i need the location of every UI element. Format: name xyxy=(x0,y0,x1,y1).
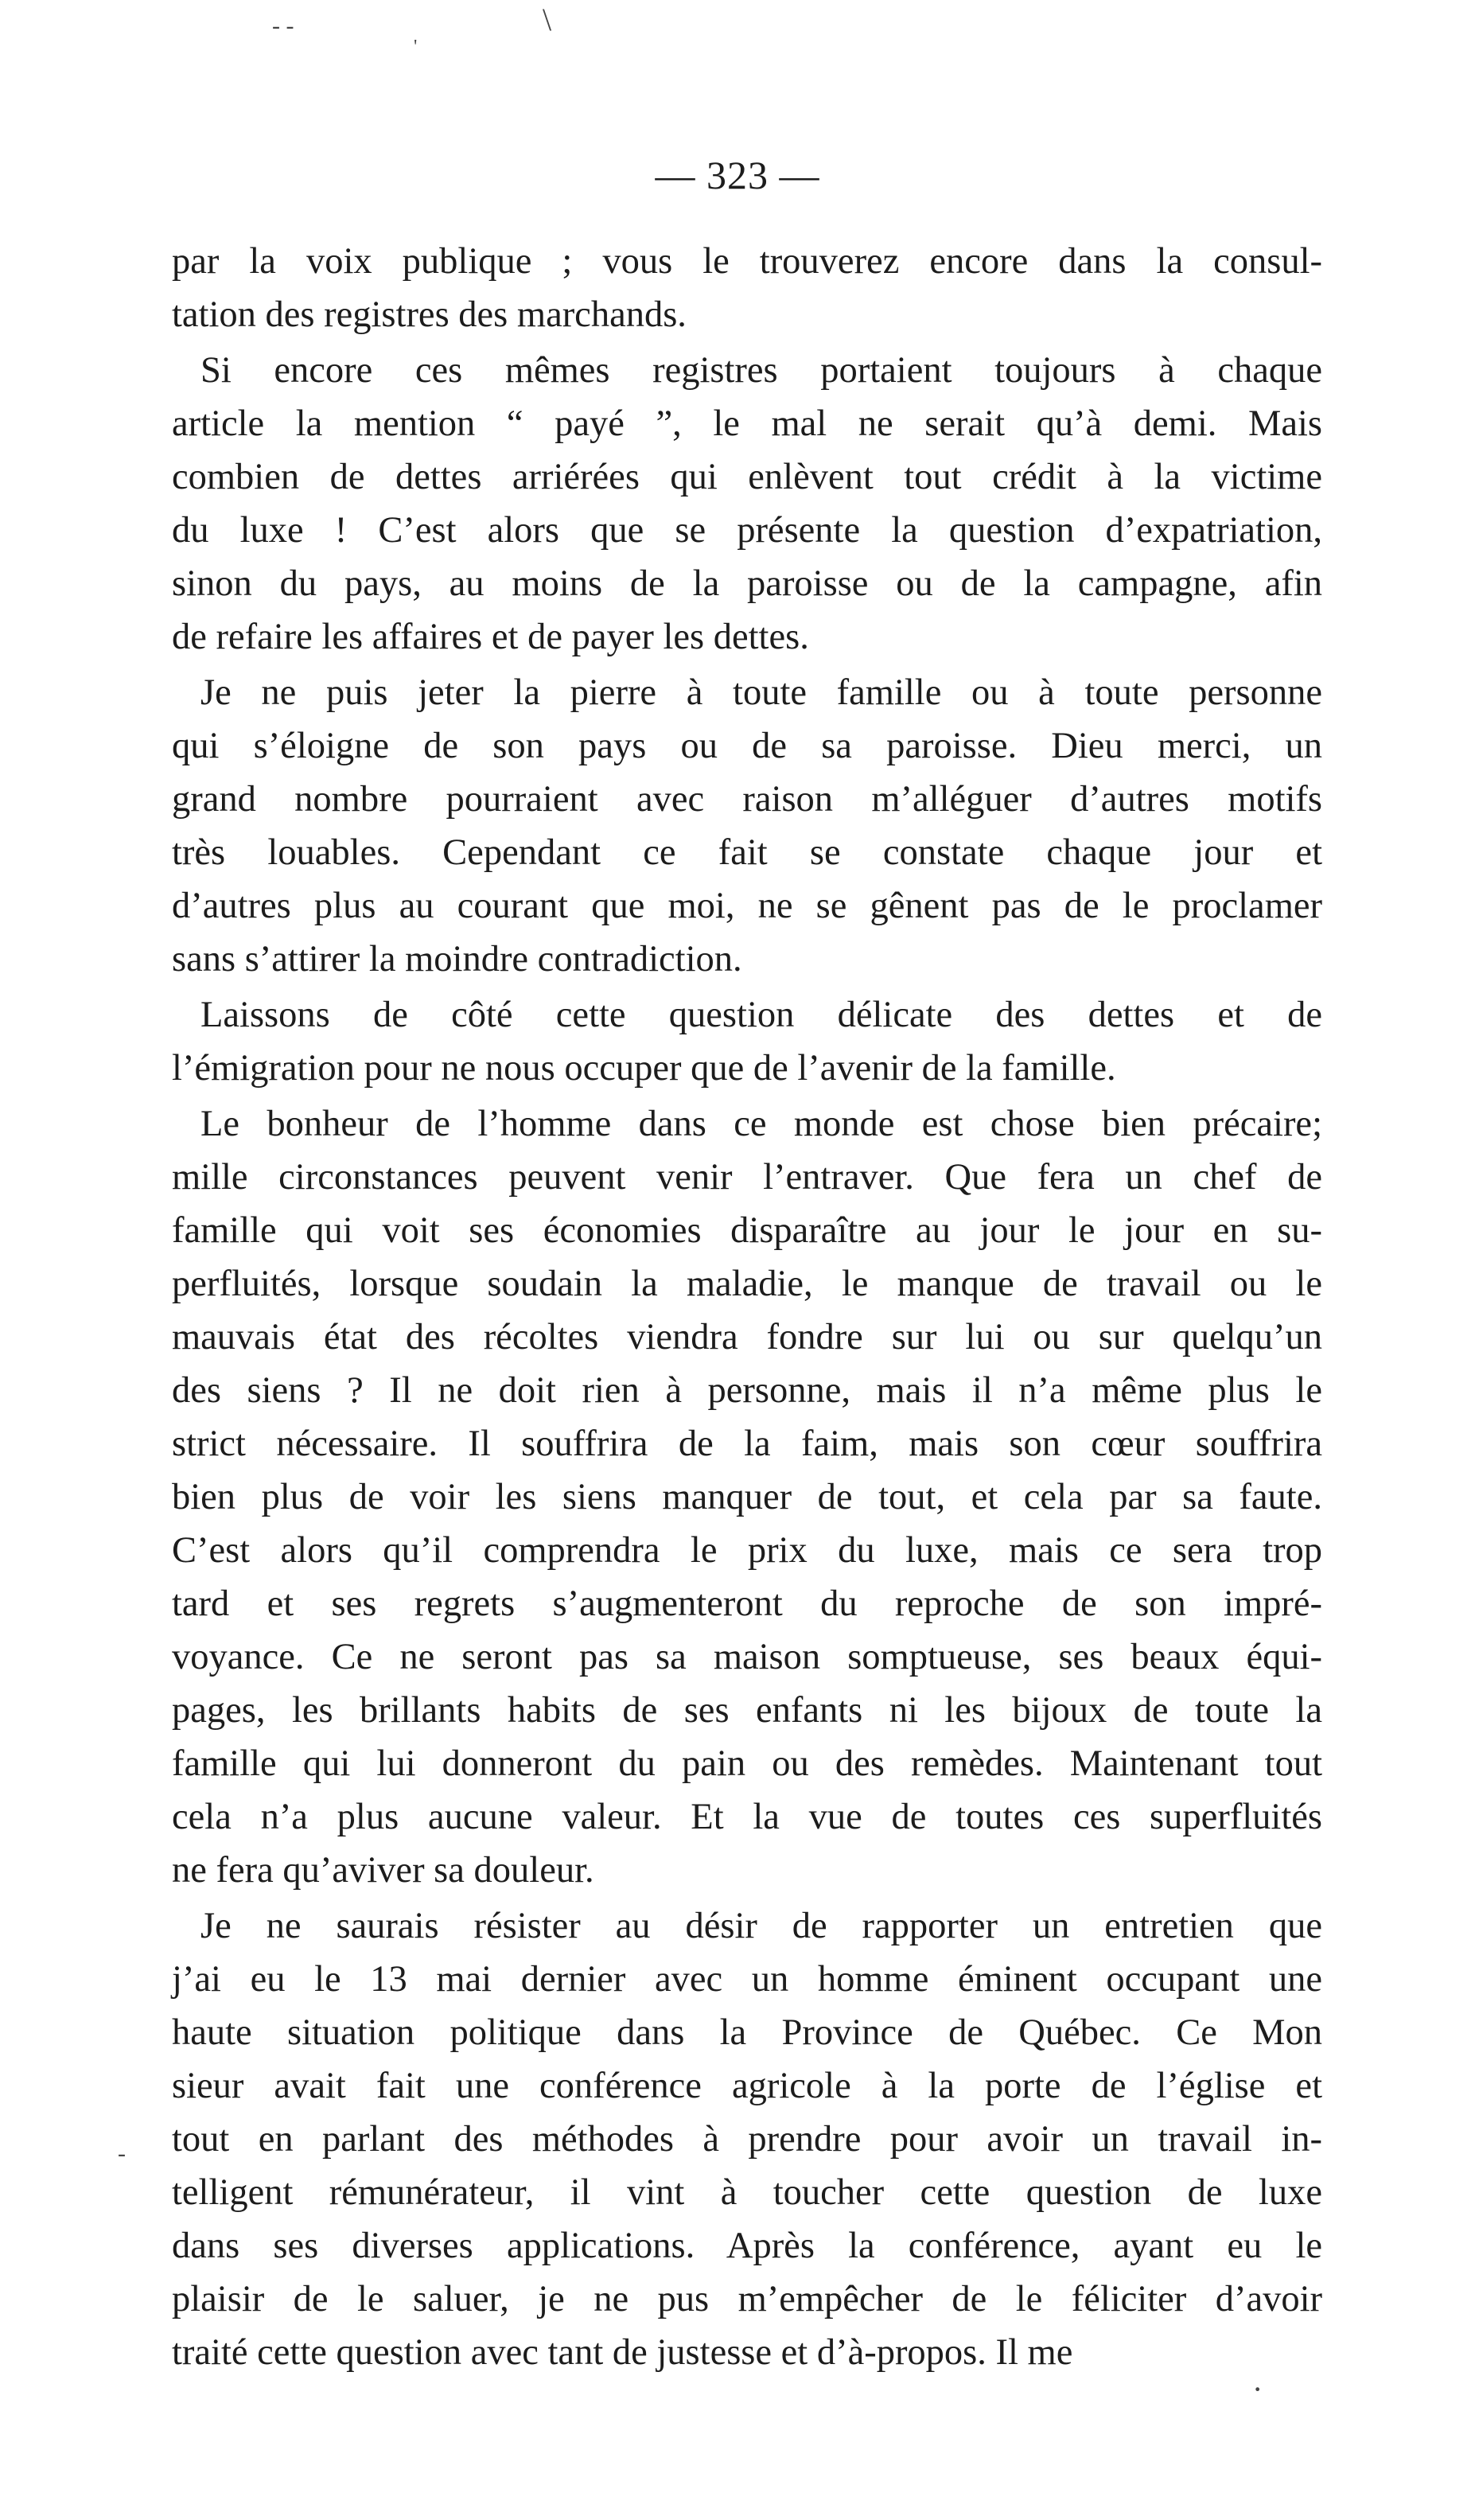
text-line: d’autres plus au courant que moi, ne se gênent pas de le proclamer xyxy=(172,886,1322,926)
stray-mark-margin-dash: - xyxy=(118,2140,126,2167)
text-line: Je ne puis jeter la pierre à toute famille ou à toute personne xyxy=(200,672,1322,713)
text-line: article la mention “ payé ”, le mal ne serait qu’à demi. Mais xyxy=(172,403,1322,444)
text-line: par la voix publique ; vous le trouverez encore dans la consul- xyxy=(172,241,1322,282)
text-line: voyance. Ce ne seront pas sa maison somptueuse, ses beaux équi- xyxy=(172,1637,1322,1677)
text-line: très louables. Cependant ce fait se constate chaque jour et xyxy=(172,832,1322,873)
text-line: strict nécessaire. Il souffrira de la faim, mais son cœur souffrira xyxy=(172,1424,1322,1464)
text-line: du luxe ! C’est alors que se présente la question d’expatriation, xyxy=(172,510,1322,551)
text-line: sinon du pays, au moins de la paroisse ou de la campagne, afin xyxy=(172,563,1322,604)
text-line: de refaire les affaires et de payer les dettes. xyxy=(172,617,809,657)
text-line: mille circonstances peuvent venir l’entraver. Que fera un chef de xyxy=(172,1157,1322,1198)
text-line: tout en parlant des méthodes à prendre pour avoir un travail in- xyxy=(172,2119,1322,2160)
text-line: tation des registres des marchands. xyxy=(172,294,687,335)
stray-mark-top-left: - - xyxy=(272,13,294,39)
text-line: mauvais état des récoltes viendra fondre sur lui ou sur quelqu’un xyxy=(172,1317,1322,1357)
text-line: telligent rémunérateur, il vint à toucher cette question de luxe xyxy=(172,2172,1322,2213)
text-line: traité cette question avec tant de justesse et d’à-propos. Il me xyxy=(172,2332,1073,2373)
text-line: famille qui lui donneront du pain ou des remèdes. Maintenant tout xyxy=(172,1743,1322,1784)
text-line: Si encore ces mêmes registres portaient toujours à chaque xyxy=(200,350,1322,391)
text-line: des siens ? Il ne doit rien à personne, mais il n’a même plus le xyxy=(172,1370,1322,1411)
text-line: Je ne saurais résister au désir de rapporter un entretien que xyxy=(200,1906,1322,1946)
text-line: tard et ses regrets s’augmenteront du reproche de son impré- xyxy=(172,1583,1322,1624)
text-line: plaisir de le saluer, je ne pus m’empêcher de le féliciter d’avoir xyxy=(172,2279,1322,2319)
text-line: sieur avait fait une conférence agricole à la porte de l’église et xyxy=(172,2066,1322,2106)
text-line: ne fera qu’aviver sa douleur. xyxy=(172,1850,594,1891)
text-line: l’émigration pour ne nous occuper que de l’avenir de la famille. xyxy=(172,1048,1116,1089)
stray-mark-top-slash: \ xyxy=(543,2,552,37)
text-line: Laissons de côté cette question délicate des dettes et de xyxy=(200,995,1322,1035)
paragraph xyxy=(172,344,1322,664)
text-line: pages, les brillants habits de ses enfants ni les bijoux de toute la xyxy=(172,1690,1322,1731)
paragraph xyxy=(172,988,1322,1095)
text-line: Le bonheur de l’homme dans ce monde est chose bien précaire; xyxy=(200,1104,1322,1144)
paragraph xyxy=(172,1097,1322,1897)
text-line: perfluités, lorsque soudain la maladie, le manque de travail ou le xyxy=(172,1264,1322,1304)
page-number: — 323 — xyxy=(655,153,820,197)
paragraph xyxy=(172,666,1322,986)
stray-mark-top-dot: ' xyxy=(414,37,418,57)
stray-mark-bottom-dot: · xyxy=(1252,2371,1263,2407)
paragraph xyxy=(172,235,1322,341)
body-text xyxy=(172,235,1322,2379)
text-line: famille qui voit ses économies disparaître au jour le jour en su- xyxy=(172,1210,1322,1251)
text-line: dans ses diverses applications. Après la conférence, ayant eu le xyxy=(172,2226,1322,2266)
text-line: j’ai eu le 13 mai dernier avec un homme éminent occupant une xyxy=(172,1959,1322,2000)
text-line: bien plus de voir les siens manquer de tout, et cela par sa faute. xyxy=(172,1477,1322,1517)
text-line: C’est alors qu’il comprendra le prix du luxe, mais ce sera trop xyxy=(172,1530,1322,1571)
text-line: cela n’a plus aucune valeur. Et la vue de toutes ces superfluités xyxy=(172,1797,1322,1837)
text-line: haute situation politique dans la Province de Québec. Ce Mon xyxy=(172,2012,1322,2053)
text-line: grand nombre pourraient avec raison m’alléguer d’autres motifs xyxy=(172,779,1322,820)
text-line: qui s’éloigne de son pays ou de sa paroisse. Dieu merci, un xyxy=(172,726,1322,766)
paragraph xyxy=(172,1899,1322,2379)
text-line: combien de dettes arriérées qui enlèvent tout crédit à la victime xyxy=(172,457,1322,497)
text-line: sans s’attirer la moindre contradiction. xyxy=(172,939,742,980)
